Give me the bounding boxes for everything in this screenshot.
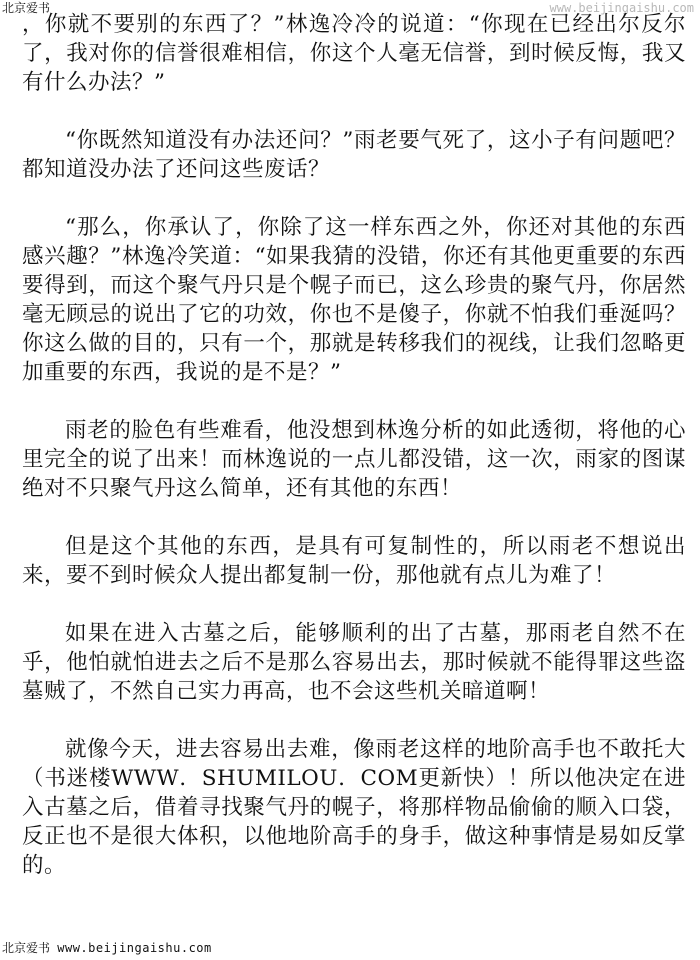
paragraph-5: 但是这个其他的东西，是具有可复制性的，所以雨老不想说出来，要不到时候众人提出都复制一份，那他就有点儿为难了！	[22, 534, 686, 588]
header-brand-name: 北京爱书	[2, 1, 51, 15]
paragraph-4: 雨老的脸色有些难看，他没想到林逸分析的如此透彻，将他的心里完全的说了出来！而林逸说的一点儿都没错，这一次，雨家的图谋绝对不只聚气丹这么简单，还有其他的东西！	[22, 418, 686, 501]
footer-url: www.beijingaishu.com	[57, 941, 212, 955]
page-footer	[2, 940, 212, 956]
paragraph-3: “那么，你承认了，你除了这一样东西之外，你还对其他的东西感兴趣？”林逸冷笑道：“如果我猜的没错，你还有其他更重要的东西要得到，而这个聚气丹只是个幌子而已，这么珍贵的聚气丹，你居然毫无顾忌的说出了它的功效，你也不是傻子，你就不怕我们垂涎吗？你这么做的目的，只有一个，那就是转移我们的视线，让我们忽略更加重要的东西，我说的是不是？”	[22, 215, 686, 385]
paragraph-7: 就像今天，进去容易出去难，像雨老这样的地阶高手也不敢托大（书迷楼WWW．SHUMILOU．COM更新快）！所以他决定在进入古墓之后，借着寻找聚气丹的幌子，将那样物品偷偷的顺入口袋，反正也不是很大体积，以他地阶高手的身手，做这种事情是易如反掌的。	[22, 737, 686, 878]
paragraph-1: ，你就不要别的东西了？”林逸冷冷的说道：“你现在已经出尔反尔了，我对你的信誉很难相信，你这个人毫无信誉，到时候反悔，我又有什么办法？”	[22, 12, 686, 95]
paragraph-6: 如果在进入古墓之后，能够顺利的出了古墓，那雨老自然不在乎，他怕就怕进去之后不是那么容易出去，那时候就不能得罪这些盗墓贼了，不然自己实力再高，也不会这些机关暗道啊！	[22, 621, 686, 704]
novel-text-body	[22, 10, 686, 909]
header-url-watermark: www.beijingaishu.com	[549, 1, 694, 15]
footer-brand: 北京爱书	[2, 941, 51, 955]
paragraph-2: “你既然知道没有办法还问？”雨老要气死了，这小子有问题吧？都知道没办法了还问这些废话？	[22, 128, 686, 182]
